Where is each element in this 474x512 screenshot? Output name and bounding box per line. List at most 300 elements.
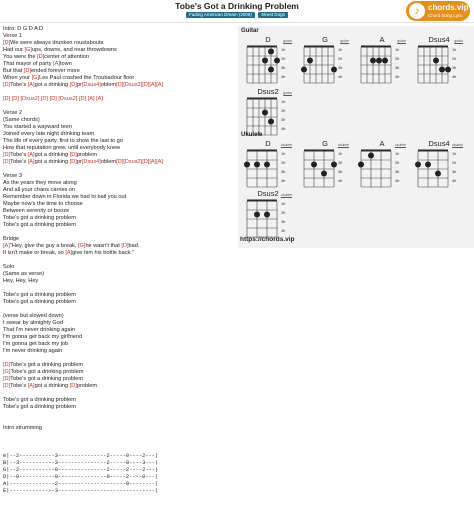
chord-marker[interactable]: [Dsus2] <box>123 82 143 88</box>
fret-number: 3fr <box>452 66 457 70</box>
lyrics-sheet <box>3 26 233 495</box>
lyric-line <box>3 278 233 285</box>
fret-number: 1fr <box>395 48 400 52</box>
tab-line: G|--2-----------0---------------2-----2----2---| <box>3 467 159 473</box>
lyric-line <box>3 110 233 117</box>
fret-number: 4fr <box>281 229 286 233</box>
fretboard <box>358 44 394 88</box>
fret-number: 2fr <box>338 57 343 61</box>
fret-number: 1fr <box>338 48 343 52</box>
lyric-line <box>3 236 233 243</box>
chord-marker[interactable]: [D] <box>121 243 129 249</box>
ukulele-section-label: Ukulele <box>241 132 263 138</box>
lyric-line <box>3 271 233 278</box>
fret-number: 4fr <box>338 179 343 183</box>
chord-marker[interactable]: [D] <box>78 96 87 102</box>
chord-marker[interactable]: [A] <box>27 383 35 389</box>
fretboard <box>244 148 280 192</box>
lyric-text: Intro strumming <box>3 425 42 431</box>
fret-number: 4fr <box>452 75 457 79</box>
finger-dot <box>301 67 307 73</box>
fret-number: 2fr <box>395 161 400 165</box>
lyric-line <box>3 404 233 411</box>
lyric-line <box>3 369 233 376</box>
chord-marker[interactable]: [G] <box>31 75 40 81</box>
chord-marker[interactable]: [D] <box>3 96 11 102</box>
lyric-text: got a drinking <box>34 152 70 158</box>
lyric-text: It isn't make or break, so <box>3 250 66 256</box>
chord-name: A <box>379 35 385 44</box>
lyric-line <box>3 264 233 271</box>
lyric-text: ups, downs, and near throwdowns <box>31 47 117 53</box>
lyric-text: Bridge <box>3 236 20 242</box>
chord-marker[interactable]: [D] <box>69 383 77 389</box>
chord-diagram-panel <box>238 26 474 248</box>
lyric-line <box>3 362 233 369</box>
lyric-text: Tobe's got a drinking problem <box>3 397 76 403</box>
lyric-line <box>3 376 233 383</box>
fret-number: 3fr <box>281 220 286 224</box>
finger-dot <box>331 67 337 73</box>
chord-marker[interactable]: [Dsus2] <box>58 96 78 102</box>
chord-name: D <box>265 139 271 148</box>
lyric-text: Tobe's <box>10 159 28 165</box>
lyric-text: Tobe's got a drinking problem <box>10 369 84 375</box>
lyric-text: Tobe's got a drinking problem <box>3 404 76 410</box>
lyric-text: As the years they move along <box>3 180 77 186</box>
lyric-line <box>3 68 233 75</box>
instrument-link[interactable]: ukulele <box>337 143 349 147</box>
lyric-text: give him his bottle back." <box>72 250 134 256</box>
chord-diagram[interactable] <box>242 35 294 93</box>
chord-marker[interactable]: [A] <box>149 159 157 165</box>
chord-marker[interactable]: [A] <box>65 250 73 256</box>
lyric-line <box>3 166 233 173</box>
lyric-line <box>3 390 233 397</box>
chord-marker[interactable]: [D] <box>116 159 124 165</box>
lyric-text: I'm gonna get back my girlfriend <box>3 334 83 340</box>
lyric-line <box>3 334 233 341</box>
lyric-line <box>3 159 233 166</box>
finger-dot <box>439 67 445 73</box>
lyric-line <box>3 96 233 103</box>
song-meta <box>0 12 474 18</box>
finger-dot <box>264 212 270 218</box>
guitar-icon: ♪ <box>409 3 425 19</box>
fretboard <box>358 148 394 192</box>
chord-marker[interactable]: [Dsus4] <box>81 82 101 88</box>
chord-marker[interactable]: [D] <box>142 159 150 165</box>
lyric-text: problem <box>76 383 98 389</box>
fret-number: 3fr <box>395 170 400 174</box>
finger-dot <box>435 171 441 177</box>
lyric-text: You started a wayward teen <box>3 124 72 130</box>
chord-marker[interactable]: [D] <box>40 96 49 102</box>
lyric-text: Tobe's got a drinking problem <box>3 299 76 305</box>
lyric-text: I'm never drinking again <box>3 348 63 354</box>
lyric-line <box>3 397 233 404</box>
lyric-text: (verse but slowed down) <box>3 313 64 319</box>
lyric-line <box>3 194 233 201</box>
lyric-line <box>3 131 233 138</box>
finger-dot <box>445 67 451 73</box>
finger-dot <box>254 162 260 168</box>
chord-diagram[interactable] <box>356 35 408 93</box>
lyric-line <box>3 320 233 327</box>
fret-numbers <box>338 150 342 186</box>
fretboard <box>301 148 337 192</box>
guitar-section-label: Guitar <box>241 28 259 34</box>
lyric-line <box>3 208 233 215</box>
finger-dot <box>321 171 327 177</box>
chord-marker[interactable]: [A] <box>156 82 164 88</box>
fret-number: 3fr <box>281 118 286 122</box>
lyric-line <box>3 341 233 348</box>
lyric-text: center of attention <box>44 54 89 60</box>
tab-line: B|--3-----------3---------------2-----0----3---| <box>3 460 159 466</box>
chord-name: Dsus2 <box>257 87 279 96</box>
lyric-text: Tobe's got a drinking problem <box>3 222 76 228</box>
lyric-text: (Same as verse) <box>3 271 45 277</box>
chord-marker[interactable]: [D] <box>3 152 11 158</box>
chord-name: D <box>265 35 271 44</box>
fret-number: 2fr <box>281 161 286 165</box>
lyric-line <box>3 411 233 418</box>
lyric-line <box>3 257 233 264</box>
finger-dot <box>425 162 431 168</box>
lyric-text: (Same chords) <box>3 117 40 123</box>
instrument-link[interactable]: ukulele <box>280 193 292 197</box>
lyric-line <box>3 89 233 96</box>
fret-numbers <box>338 46 342 82</box>
fret-number: 4fr <box>281 127 286 131</box>
lyric-text: How that reputation grew, until everybody knew <box>3 145 121 151</box>
finger-dot <box>268 49 274 55</box>
chord-marker[interactable]: [D] <box>116 82 124 88</box>
finger-dot <box>274 58 280 64</box>
chord-marker[interactable]: [Dsus2] <box>20 96 40 102</box>
lyric-line <box>3 439 233 446</box>
chord-marker[interactable]: [A] <box>53 61 60 67</box>
chord-marker[interactable]: [D] <box>142 82 150 88</box>
fret-numbers <box>281 98 285 134</box>
tab-line: A|--------------2---------------------0--------| <box>3 481 159 487</box>
fret-number: 3fr <box>338 170 343 174</box>
finger-dot <box>370 58 376 64</box>
lyric-text: pr <box>76 82 82 88</box>
lyric-text: he wasn't that <box>85 243 122 249</box>
fret-number: 2fr <box>452 161 457 165</box>
finger-dot <box>376 58 382 64</box>
chord-marker[interactable]: [A] <box>3 243 10 249</box>
fret-number: 1fr <box>281 48 286 52</box>
fret-number: 1fr <box>452 152 457 156</box>
lyric-line <box>3 187 233 194</box>
finger-dot <box>358 162 364 168</box>
fret-number: 4fr <box>338 75 343 79</box>
lyric-line <box>3 180 233 187</box>
chord-diagram[interactable] <box>413 139 465 197</box>
album-tag[interactable]: Fading American Dream (2006) <box>186 12 255 18</box>
fret-number: 2fr <box>281 109 286 113</box>
chord-diagram[interactable] <box>356 139 408 197</box>
chord-marker[interactable]: [A] <box>27 159 35 165</box>
lyric-text: We were always drunken roustabouts <box>10 40 104 46</box>
fret-numbers <box>281 46 285 82</box>
lyric-text: Hey, Hey, Hey <box>3 278 39 284</box>
lyric-text: When your <box>3 75 32 81</box>
artist-tag[interactable]: Street Dogs <box>258 12 288 18</box>
finger-dot <box>368 153 374 159</box>
lyric-text: Tobe's got a drinking problem <box>3 215 76 221</box>
lyric-line <box>3 292 233 299</box>
lyric-line <box>3 75 233 82</box>
lyric-text: The life of every party, first to show the last to go <box>3 138 123 144</box>
chord-marker[interactable]: [D] <box>3 40 11 46</box>
lyric-line <box>3 47 233 54</box>
lyric-line <box>3 432 233 439</box>
lyric-line <box>3 250 233 257</box>
lyric-line <box>3 26 233 33</box>
fret-number: 1fr <box>281 202 286 206</box>
chord-diagram[interactable] <box>299 35 351 93</box>
chord-marker[interactable]: [A] <box>156 159 164 165</box>
fret-number: 2fr <box>281 57 286 61</box>
lyric-line <box>3 285 233 292</box>
chord-marker[interactable]: [Dsus4] <box>81 159 101 165</box>
chord-diagram[interactable] <box>299 139 351 197</box>
fret-number: 4fr <box>395 179 400 183</box>
finger-dot <box>262 110 268 116</box>
chord-name: G <box>322 35 328 44</box>
lyric-text: That mayor of party <box>3 61 54 67</box>
chord-name: Dsus4 <box>428 139 450 148</box>
song-title: Tobe's Got a Drinking Problem <box>175 1 299 11</box>
chord-marker[interactable]: [A] <box>27 152 35 158</box>
lyric-line <box>3 215 233 222</box>
lyric-text: You were the <box>3 54 38 60</box>
fret-number: 2fr <box>395 57 400 61</box>
fretboard <box>415 44 451 88</box>
lyric-text: ended forever more <box>31 68 80 74</box>
lyric-text: Verse 2 <box>3 110 22 116</box>
fret-number: 4fr <box>452 179 457 183</box>
lyric-line <box>3 243 233 250</box>
fret-number: 1fr <box>395 152 400 156</box>
fret-numbers <box>452 150 456 186</box>
lyric-line <box>3 152 233 159</box>
chord-marker[interactable]: [D] <box>3 82 11 88</box>
lyric-text: Tobe's <box>10 82 28 88</box>
lyric-line <box>3 124 233 131</box>
lyric-line <box>3 229 233 236</box>
fret-number: 3fr <box>338 66 343 70</box>
lyric-text: got a drinking <box>34 383 70 389</box>
fret-number: 4fr <box>281 179 286 183</box>
chord-name: G <box>322 139 328 148</box>
chord-marker[interactable]: [D] <box>69 159 77 165</box>
lyric-line <box>3 61 233 68</box>
instrument-link[interactable]: ukulele <box>451 143 463 147</box>
fret-number: 1fr <box>338 152 343 156</box>
lyric-text: Had our <box>3 47 25 53</box>
finger-dot <box>244 162 250 168</box>
fret-number: 2fr <box>452 57 457 61</box>
fret-number: 1fr <box>281 152 286 156</box>
lyric-line <box>3 117 233 124</box>
lyric-line <box>3 313 233 320</box>
fret-numbers <box>395 150 399 186</box>
finger-dot <box>262 58 268 64</box>
lyric-line <box>3 418 233 425</box>
lyric-text: Joined every late night drinking team <box>3 131 95 137</box>
lyric-text: pr <box>76 159 82 165</box>
lyric-text: Tobe's got a drinking problem <box>10 362 84 368</box>
logo-name: chords.vip <box>428 3 469 12</box>
lyric-text: I'm gonna get back my job <box>3 341 69 347</box>
chord-name: A <box>379 139 385 148</box>
logo-subtitle: Chord Song Lyric <box>428 13 463 18</box>
tab-line: e|--2-----------3---------------2-----0----2---| <box>3 453 159 459</box>
lyric-line <box>3 173 233 180</box>
chord-marker[interactable]: [D] <box>3 159 11 165</box>
lyric-line <box>3 348 233 355</box>
lyric-line <box>3 138 233 145</box>
lyric-text: Maybe now's the time to choose <box>3 201 83 207</box>
chord-name: Dsus2 <box>257 189 279 198</box>
lyric-line <box>3 306 233 313</box>
lyric-line <box>3 222 233 229</box>
fretboard <box>415 148 451 192</box>
lyric-text: I swear by almighty God <box>3 320 64 326</box>
lyric-text: problem <box>76 152 98 158</box>
fret-number: 2fr <box>281 211 286 215</box>
lyric-text: But that <box>3 68 24 74</box>
finger-dot <box>382 58 388 64</box>
fret-number: 3fr <box>281 66 286 70</box>
finger-dot <box>311 162 317 168</box>
tab-line: E|--------------3------------------------------| <box>3 488 159 494</box>
lyric-line <box>3 33 233 40</box>
lyric-text: Remember down in Florida we had to bail you out <box>3 194 127 200</box>
chord-marker[interactable]: [A] <box>87 96 95 102</box>
chord-marker[interactable]: [A] <box>27 82 35 88</box>
finger-dot <box>433 58 439 64</box>
lyric-text: got a drinking <box>34 159 70 165</box>
lyric-line <box>3 40 233 47</box>
site-logo[interactable] <box>406 1 470 21</box>
chord-marker[interactable]: [D] <box>69 82 77 88</box>
fret-numbers <box>281 150 285 186</box>
lyric-text: Tobe's <box>10 383 28 389</box>
lyric-line <box>3 383 233 390</box>
finger-dot <box>268 119 274 125</box>
chord-marker[interactable]: [A] <box>96 96 103 102</box>
fret-number: 3fr <box>281 170 286 174</box>
chord-marker[interactable]: [D] <box>37 54 45 60</box>
finger-dot <box>268 67 274 73</box>
lyric-text: Intro: D G D A D <box>3 26 44 32</box>
chord-marker[interactable]: [G] <box>3 369 11 375</box>
lyric-text: Between serenity or booze <box>3 208 70 214</box>
lyric-line <box>3 54 233 61</box>
lyric-text: bad. <box>128 243 140 249</box>
chord-marker[interactable]: [D] <box>3 362 11 368</box>
chord-marker[interactable]: [G] <box>24 47 32 53</box>
finger-dot <box>307 58 313 64</box>
finger-dot <box>331 162 337 168</box>
chord-marker[interactable]: [D] <box>3 376 11 382</box>
instrument-link[interactable]: guitar <box>340 39 349 43</box>
chord-marker[interactable]: [D] <box>49 96 57 102</box>
lyric-line <box>3 327 233 334</box>
instrument-link[interactable]: guitar <box>454 39 463 43</box>
lyric-text: got a drinking <box>34 82 70 88</box>
lyric-text: And all your chaos carries on <box>3 187 76 193</box>
lyric-text: Tobe's <box>10 152 28 158</box>
fret-number: 1fr <box>452 48 457 52</box>
finger-dot <box>254 212 260 218</box>
chord-marker[interactable]: [G] <box>77 243 86 249</box>
chord-marker[interactable]: [A] <box>149 82 157 88</box>
chord-marker[interactable]: [Dsus2] <box>123 159 143 165</box>
fret-numbers <box>452 46 456 82</box>
lyric-line <box>3 82 233 89</box>
instrument-link[interactable]: ukulele <box>280 143 292 147</box>
lyric-text: Verse 3 <box>3 173 22 179</box>
lyric-line <box>3 145 233 152</box>
instrument-link[interactable]: guitar <box>397 39 406 43</box>
lyric-line <box>3 446 233 453</box>
fret-number: 2fr <box>338 161 343 165</box>
lyric-text: town <box>59 61 72 67</box>
fret-numbers <box>395 46 399 82</box>
lyric-text: Les Paul crashed the Troubadour floor <box>39 75 135 81</box>
finger-dot <box>264 162 270 168</box>
chord-marker[interactable]: [D] <box>23 68 31 74</box>
chord-diagram[interactable] <box>413 35 465 93</box>
site-url[interactable]: https://chords.vip <box>240 236 295 243</box>
tab-line: D|--0-----------0---------------0-----2----0---| <box>3 474 159 480</box>
lyric-line <box>3 103 233 110</box>
fret-numbers <box>281 200 285 236</box>
fret-number: 3fr <box>452 170 457 174</box>
chord-marker[interactable]: [D] <box>3 383 11 389</box>
lyric-text: Tobe's got a drinking problem <box>3 292 76 298</box>
lyric-text: oblem <box>100 159 117 165</box>
song-header <box>0 0 474 23</box>
fret-number: 1fr <box>281 100 286 104</box>
instrument-link[interactable]: guitar <box>283 91 292 95</box>
chord-name: Dsus4 <box>428 35 450 44</box>
chord-marker[interactable]: [D] <box>11 96 19 102</box>
lyric-text: Tobe's got a drinking problem <box>10 376 84 382</box>
lyric-line <box>3 425 233 432</box>
fretboard <box>301 44 337 88</box>
fret-number: 3fr <box>395 66 400 70</box>
lyric-text: "Hey, give the guy a break, <box>9 243 78 249</box>
lyric-text: Verse 1 <box>3 33 22 39</box>
lyric-text: oblem <box>100 82 117 88</box>
fretboard <box>244 44 280 88</box>
fret-number: 4fr <box>281 75 286 79</box>
lyric-line <box>3 201 233 208</box>
instrument-link[interactable]: ukulele <box>394 143 406 147</box>
finger-dot <box>415 162 421 168</box>
instrument-link[interactable]: guitar <box>283 39 292 43</box>
lyric-line <box>3 299 233 306</box>
chord-marker[interactable]: [D] <box>69 152 77 158</box>
